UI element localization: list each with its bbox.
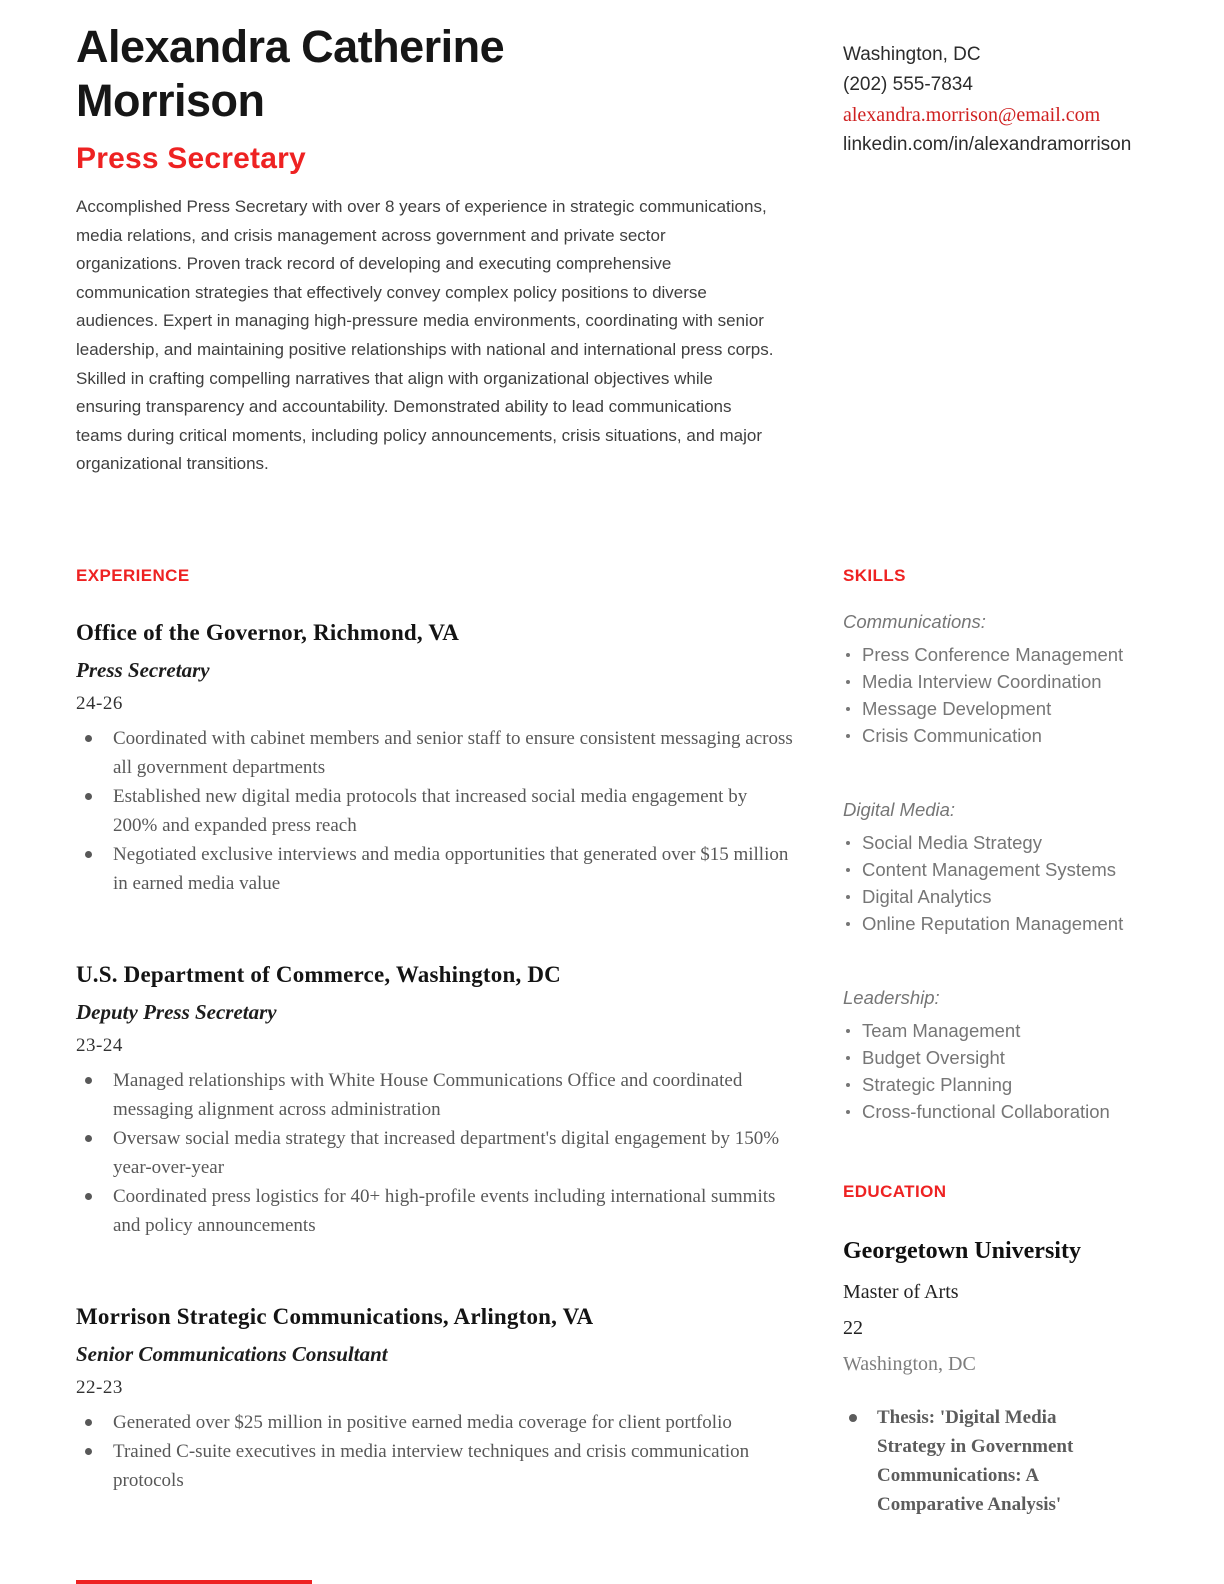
role-title: Press Secretary — [76, 658, 210, 682]
job-bullet: Coordinated press logistics for 40+ high-profile events including international summits and policy announcements — [76, 1182, 796, 1240]
skill-list — [843, 1017, 1145, 1125]
job-bullet: Negotiated exclusive interviews and media opportunities that generated over $15 million in earned media value — [76, 840, 796, 898]
skill-item: Online Reputation Management — [843, 910, 1145, 937]
skill-item: Digital Analytics — [843, 883, 1145, 910]
school-name: Georgetown University — [843, 1238, 1081, 1264]
role-title: Deputy Press Secretary — [76, 1000, 277, 1024]
job-bullet: Trained C-suite executives in media interview techniques and crisis communication protocols — [76, 1437, 796, 1495]
candidate-title: Press Secretary — [76, 142, 306, 175]
skill-group — [843, 799, 1145, 937]
skill-group — [843, 987, 1145, 1125]
graduation-year: 22 — [843, 1317, 863, 1339]
education-section — [843, 1182, 1145, 1519]
experience-entry — [76, 962, 796, 1240]
skill-group — [843, 611, 1145, 749]
skill-item: Press Conference Management — [843, 641, 1145, 668]
skill-item: Strategic Planning — [843, 1071, 1145, 1098]
company-name: Office of the Governor, Richmond, VA — [76, 620, 460, 645]
contact-location: Washington, DC — [843, 44, 981, 65]
date-range: 23-24 — [76, 1035, 123, 1056]
experience-heading: EXPERIENCE — [76, 566, 190, 585]
skill-list — [843, 641, 1145, 749]
skill-item: Message Development — [843, 695, 1145, 722]
contact-block — [843, 40, 1145, 160]
skill-group-label: Communications: — [843, 611, 986, 632]
job-bullet-list — [76, 1408, 796, 1495]
date-range: 22-23 — [76, 1377, 123, 1398]
cutoff-section-heading-line — [76, 1580, 312, 1584]
degree: Master of Arts — [843, 1281, 959, 1303]
job-bullet: Managed relationships with White House Communications Office and coordinated messaging alignment across administration — [76, 1066, 796, 1124]
thesis-bullet: Thesis: 'Digital Media Strategy in Government Communications: A Comparative Analysis' — [843, 1403, 1093, 1519]
skill-item: Crisis Communication — [843, 722, 1145, 749]
job-bullet: Coordinated with cabinet members and senior staff to ensure consistent messaging across all government departments — [76, 724, 796, 782]
skill-group-label: Digital Media: — [843, 799, 956, 820]
contact-phone: (202) 555-7834 — [843, 74, 973, 95]
education-bullet-list — [843, 1403, 1093, 1519]
skill-item: Content Management Systems — [843, 856, 1145, 883]
skills-section — [843, 566, 1145, 1125]
skill-item: Cross-functional Collaboration — [843, 1098, 1145, 1125]
job-bullet: Established new digital media protocols that increased social media engagement by 200% and expanded press reach — [76, 782, 796, 840]
role-title: Senior Communications Consultant — [76, 1342, 388, 1366]
date-range: 24-26 — [76, 693, 123, 714]
skill-group-label: Leadership: — [843, 987, 940, 1008]
company-name: Morrison Strategic Communications, Arlington, VA — [76, 1304, 594, 1329]
job-bullet-list — [76, 724, 796, 898]
main-column — [76, 20, 788, 479]
experience-entry — [76, 620, 796, 898]
skills-heading: SKILLS — [843, 566, 906, 585]
education-heading: EDUCATION — [843, 1182, 947, 1201]
company-name: U.S. Department of Commerce, Washington, DC — [76, 962, 561, 987]
skill-item: Media Interview Coordination — [843, 668, 1145, 695]
skill-item: Team Management — [843, 1017, 1145, 1044]
school-location: Washington, DC — [843, 1353, 976, 1375]
contact-email-link[interactable]: alexandra.morrison@email.com — [843, 104, 1101, 126]
job-bullet-list — [76, 1066, 796, 1240]
skill-item: Budget Oversight — [843, 1044, 1145, 1071]
experience-section — [76, 566, 796, 1495]
contact-linkedin: linkedin.com/in/alexandramorrison — [843, 134, 1132, 155]
candidate-name: Alexandra Catherine Morrison — [76, 21, 505, 126]
profile-summary: Accomplished Press Secretary with over 8 years of experience in strategic communications, media relations, and crisis management across government and private sector organizations. Proven track record of developing and executing comprehensive communication strategies that effectively convey complex policy positions to diverse audiences. Expert in managing high-pressure media environments, coordinating with senior leadership, and maintaining positive relationships with national and international press corps. Skilled in crafting compelling narratives that align with organizational objectives while ensuring transparency and accountability. Demonstrated ability to lead communications teams during critical moments, including policy announcements, crisis situations, and major organizational transitions. — [76, 197, 774, 474]
job-bullet: Oversaw social media strategy that increased department's digital engagement by 150% year-over-year — [76, 1124, 796, 1182]
job-bullet: Generated over $25 million in positive earned media coverage for client portfolio — [76, 1408, 796, 1437]
experience-entry — [76, 1304, 796, 1495]
skill-list — [843, 829, 1145, 937]
skill-item: Social Media Strategy — [843, 829, 1145, 856]
